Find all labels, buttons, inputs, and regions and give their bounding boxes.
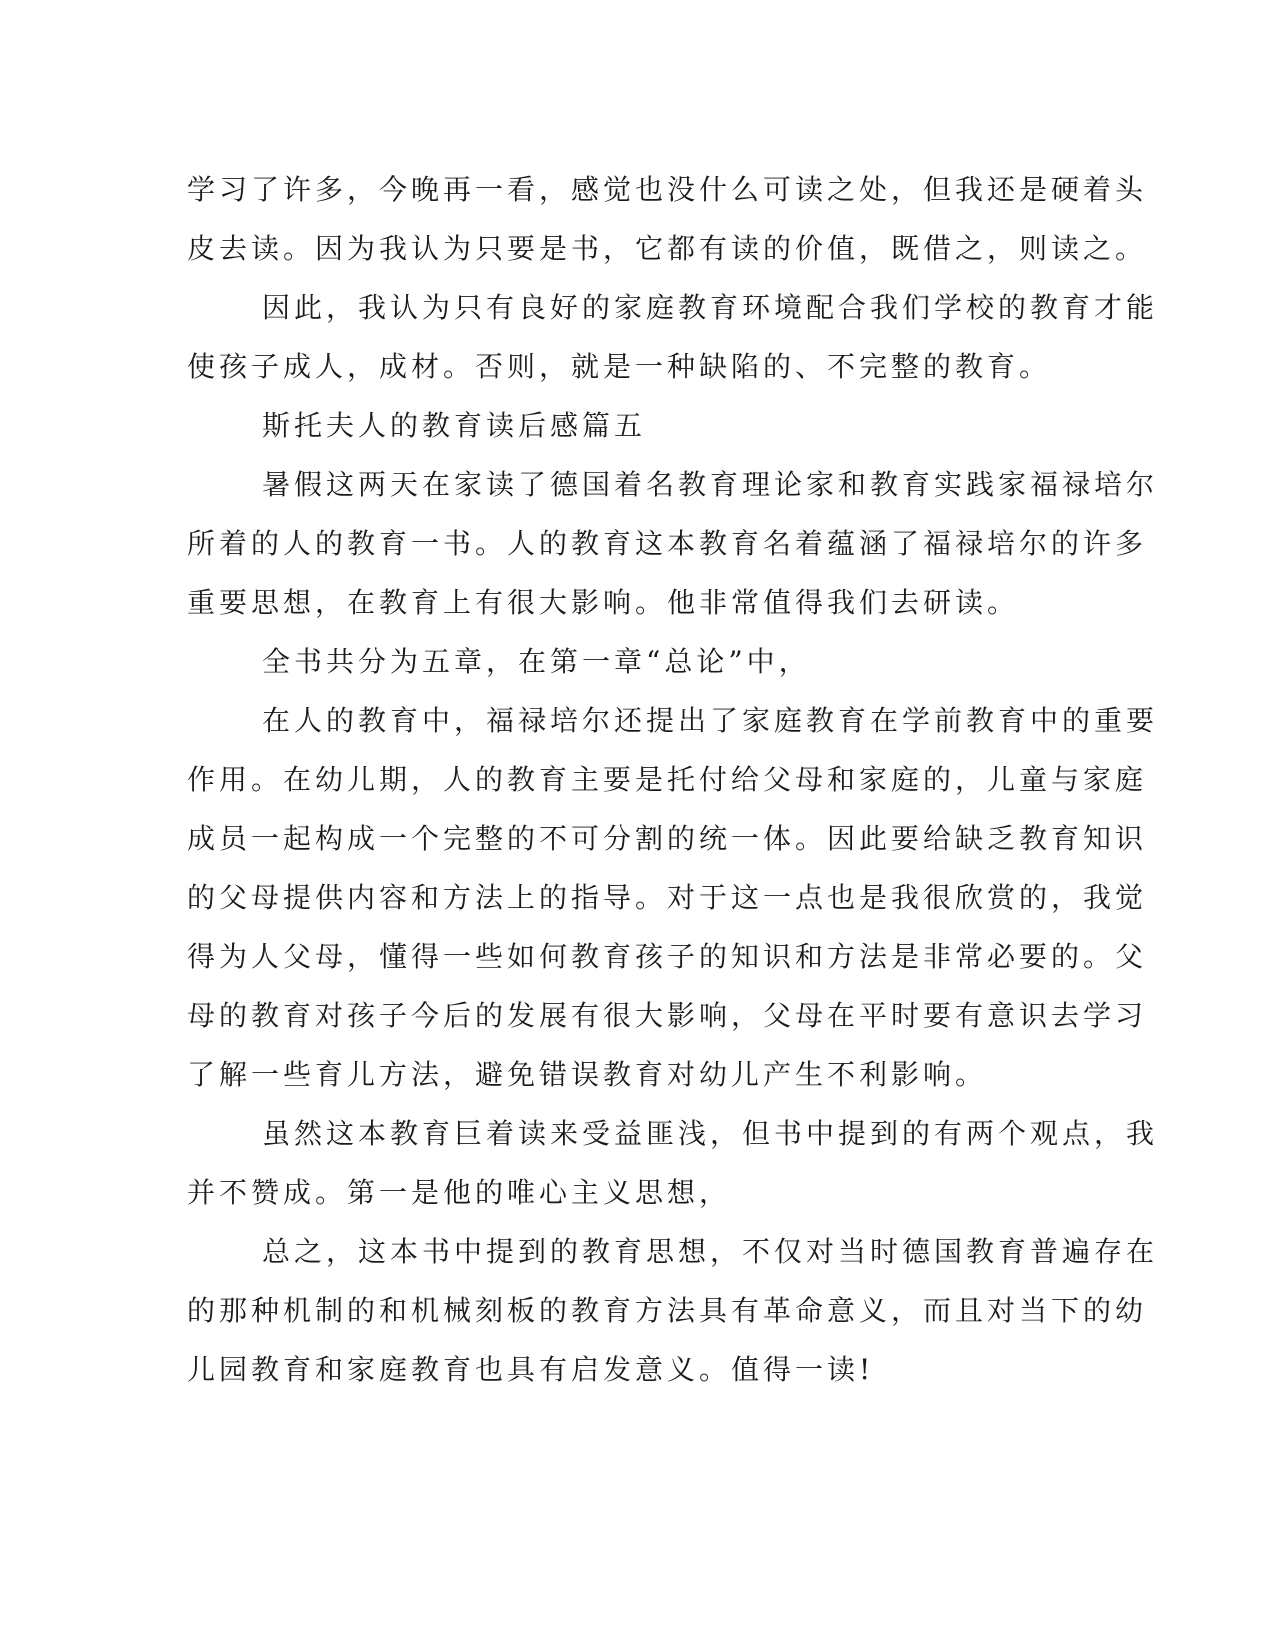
text-line: 了解一些育儿方法，避免错误教育对幼儿产生不利影响。 xyxy=(187,1058,988,1091)
paragraph-6 xyxy=(187,691,1159,1104)
paragraph-7 xyxy=(187,1104,1159,1222)
paragraph-1 xyxy=(187,160,1148,278)
text-line: 所着的人的教育一书。人的教育这本教育名着蕴涵了福禄培尔的许多 xyxy=(187,527,1148,560)
text-line: 虽然这本教育巨着读来受益匪浅，但书中提到的有两个观点，我 xyxy=(262,1117,1159,1150)
text-line: 皮去读。因为我认为只要是书，它都有读的价值，既借之，则读之。 xyxy=(187,232,1148,265)
text-line: 暑假这两天在家读了德国着名教育理论家和教育实践家福禄培尔 xyxy=(262,468,1159,501)
text-line: 儿园教育和家庭教育也具有启发意义。值得一读! xyxy=(187,1353,875,1386)
paragraph-8 xyxy=(187,1222,1159,1399)
text-line: 重要思想，在教育上有很大影响。他非常值得我们去研读。 xyxy=(187,586,1020,619)
text-line: 因此，我认为只有良好的家庭教育环境配合我们学校的教育才能 xyxy=(262,291,1159,324)
text-line: 并不赞成。第一是他的唯心主义思想， xyxy=(187,1176,732,1209)
text-line: 使孩子成人，成材。否则，就是一种缺陷的、不完整的教育。 xyxy=(187,350,1052,383)
text-line: 总之，这本书中提到的教育思想，不仅对当时德国教育普遍存在 xyxy=(262,1235,1159,1268)
text-line: 母的教育对孩子今后的发展有很大影响，父母在平时要有意识去学习 xyxy=(187,999,1148,1032)
paragraph-4 xyxy=(187,455,1159,632)
text-line: 学习了许多，今晚再一看，感觉也没什么可读之处，但我还是硬着头 xyxy=(187,173,1148,206)
text-line: 的那种机制的和机械刻板的教育方法具有革命意义，而且对当下的幼 xyxy=(187,1294,1148,1327)
paragraph-5 xyxy=(187,632,1067,691)
text-line: 作用。在幼儿期，人的教育主要是托付给父母和家庭的，儿童与家庭 xyxy=(187,763,1148,796)
text-line: 的父母提供内容和方法上的指导。对于这一点也是我很欣赏的，我觉 xyxy=(187,881,1148,914)
section-heading xyxy=(187,396,1067,455)
text-line: 在人的教育中，福禄培尔还提出了家庭教育在学前教育中的重要 xyxy=(262,704,1159,737)
text-line: 全书共分为五章，在第一章“总论”中， xyxy=(262,645,811,678)
paragraph-2 xyxy=(187,278,1159,396)
heading-text: 斯托夫人的教育读后感篇五 xyxy=(262,409,647,442)
text-line: 成员一起构成一个完整的不可分割的统一体。因此要给缺乏教育知识 xyxy=(187,822,1148,855)
document-body xyxy=(187,160,1159,1399)
text-line: 得为人父母，懂得一些如何教育孩子的知识和方法是非常必要的。父 xyxy=(187,940,1148,973)
